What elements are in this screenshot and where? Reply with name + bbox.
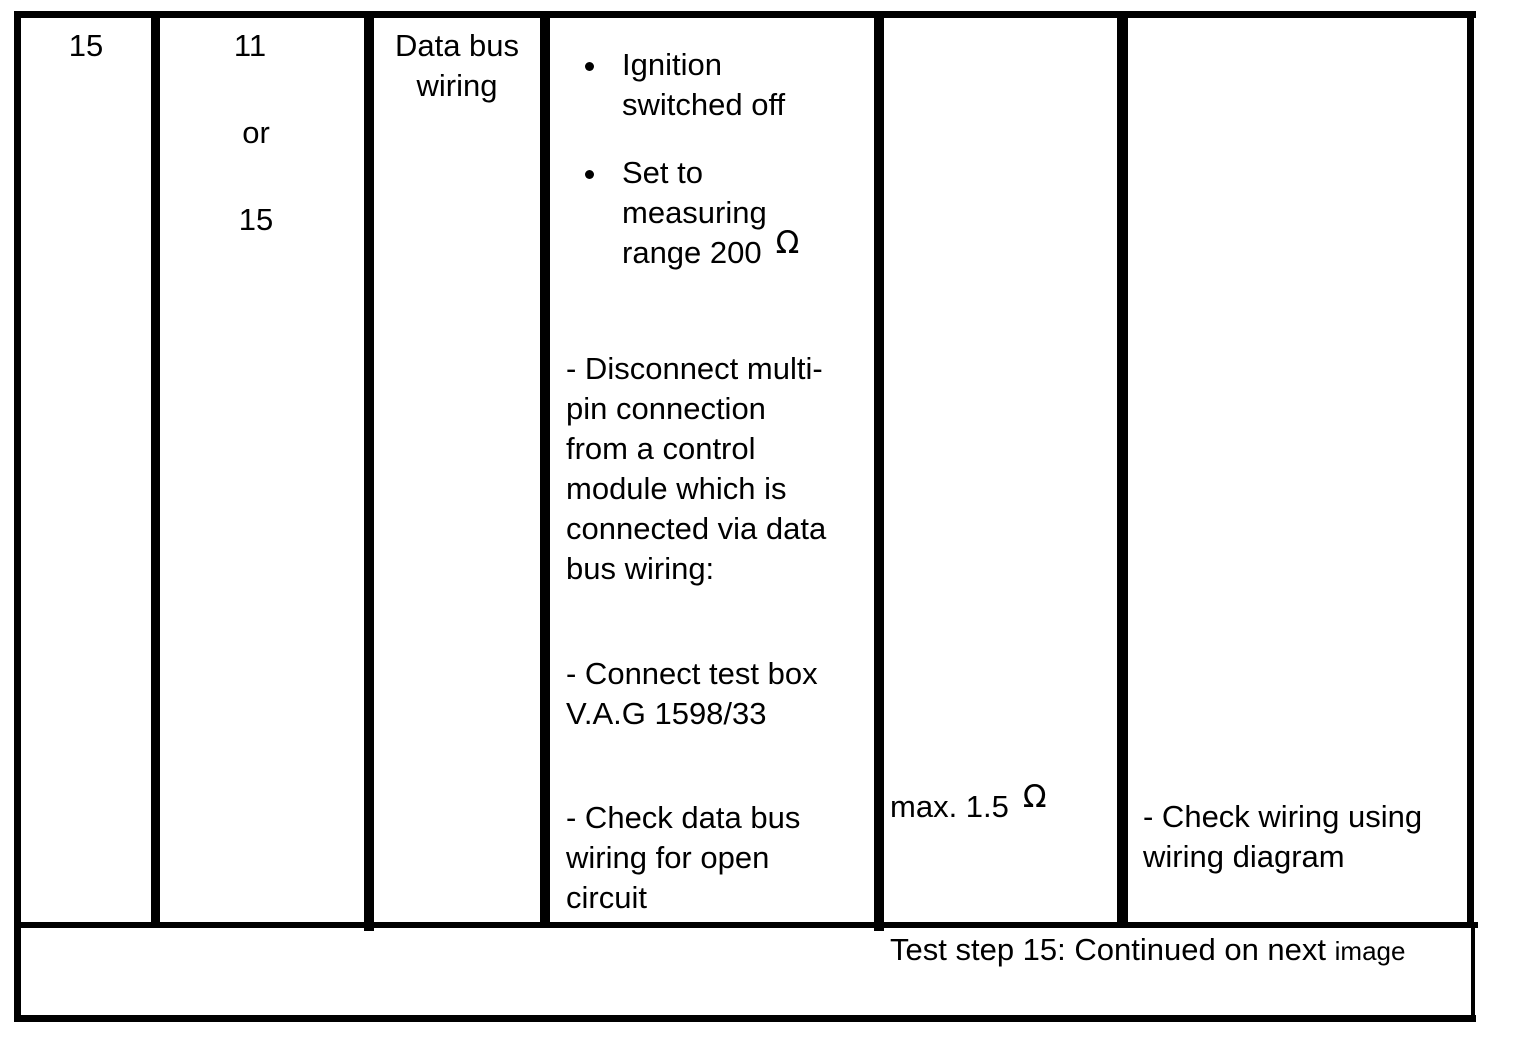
terminal-or: or [242,115,270,150]
column-divider-2 [364,11,374,931]
row-divider [14,922,1478,928]
table-left-border [14,11,21,1022]
ohm-symbol: Ω [1022,779,1047,815]
bullet-dot [585,62,594,71]
continuation-note-text: Test step 15: Continued on next [890,932,1327,967]
specified-value [890,779,1115,827]
instruction-disconnect: - Disconnect multi- pin connection from a control module which is connected via data bus wiring: [566,351,827,586]
footer-right-border [1471,926,1475,1022]
continuation-note [890,930,1465,971]
specified-value-text: max. 1.5 [890,789,1009,824]
instruction-check-wiring: - Check data bus wiring for open circuit [566,800,801,915]
terminal-first: 11 [233,28,267,63]
bullet-dot [585,170,594,179]
measuring-range-text: Set to measuring range 200 [622,155,767,270]
ohm-symbol: Ω [775,225,800,261]
column-divider-3 [540,11,550,927]
column-divider-1 [151,11,160,927]
table-right-border [1467,11,1474,927]
continuation-note-suffix: image [1334,936,1406,966]
column-divider-4 [874,11,884,931]
table-bottom-border [14,1015,1476,1022]
component-name: Data bus wiring [394,28,520,103]
table-top-border [14,11,1476,18]
instruction-connect-test-box: - Connect test box V.A.G 1598/33 [566,656,818,731]
column-divider-5 [1117,11,1128,927]
remedy-text: - Check wiring using wiring diagram [1143,799,1423,874]
condition-measuring-range [622,153,872,273]
condition-ignition: Ignition switched off [622,47,786,122]
step-number: 15 [68,28,104,63]
terminal-second: 15 [238,202,274,237]
